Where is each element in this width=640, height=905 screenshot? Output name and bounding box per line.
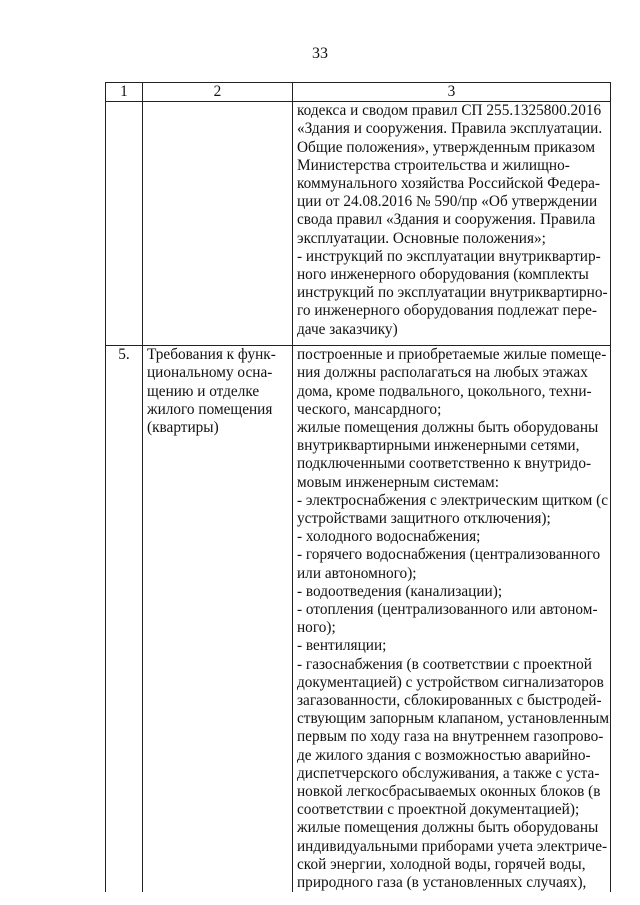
table-row-5	[106, 346, 611, 893]
text-line: кодекса и сводом правил СП 255.1325800.2016	[297, 102, 602, 120]
column-header-3: 3	[293, 83, 611, 102]
text-line: - холодного водоснабжения;	[297, 528, 481, 546]
text-line: Общие положения», утвержденным приказом	[297, 138, 596, 156]
name-line: (квартиры)	[147, 419, 219, 437]
text-line: ствующим запорным клапаном, установленным	[297, 710, 610, 728]
text-line: внутриквартирными инженерными сетями,	[297, 437, 580, 455]
text-line: индивидуальными приборами учета электриче-	[297, 837, 608, 855]
text-line: устройствами защитного отключения);	[297, 510, 551, 528]
text-line: диспетчерского обслуживания, а также с уста-	[297, 764, 600, 782]
text-line: эксплуатации. Основные положения»;	[297, 229, 546, 247]
text-line: дома, кроме подвального, цокольного, техни-	[297, 382, 592, 400]
text-line: жилые помещения должны быть оборудованы	[297, 819, 599, 837]
text-line: Министерства строительства и жилищно-	[297, 156, 570, 174]
text-line: соответствии с проектной документацией);	[297, 801, 580, 819]
text-line: документацией) с устройством сигнализаторов	[297, 673, 604, 691]
name-line: жилого помещения	[147, 400, 273, 418]
text-line: де жилого здания с возможностью аварийно-	[297, 746, 591, 764]
text-line: коммунального хозяйства Российской Федера-	[297, 175, 601, 193]
text-line: даче заказчику)	[297, 320, 398, 338]
name-line: Требования к функ-	[147, 346, 276, 364]
text-line: природного газа (в установленных случаях),	[297, 874, 587, 892]
text-line: ного);	[297, 619, 336, 637]
text-line: жилые помещения должны быть оборудованы	[297, 419, 599, 437]
text-line: - вентиляции;	[297, 637, 387, 655]
text-line: новкой легкосбрасываемых оконных блоков (в	[297, 783, 601, 801]
text-line: загазованности, сблокированных с быстродей-	[297, 692, 602, 710]
text-line: ции от 24.08.2016 № 590/пр «Об утверждении	[297, 193, 598, 211]
text-line: го инженерного оборудования подлежат пере-	[297, 302, 597, 320]
name-line: щению и отделке	[147, 382, 260, 400]
text-line: подключенными соответственно к внутридо-	[297, 455, 592, 473]
text-line: - отопления (централизованного или автоном-	[297, 601, 598, 619]
continuation-text-cell	[293, 102, 611, 346]
text-line: первым по ходу газа на внутреннем газопрово-	[297, 728, 604, 746]
requirement-text-cell	[293, 346, 611, 893]
continuation-number-cell	[106, 102, 143, 346]
text-line: свода правил «Здания и сооружения. Правила	[297, 211, 596, 229]
text-line: - горячего водоснабжения (централизованного	[297, 546, 601, 564]
column-header-1: 1	[106, 83, 143, 102]
text-line: - инструкций по эксплуатации внутриквартир-	[297, 247, 601, 265]
text-line: - водоотведения (канализации);	[297, 582, 503, 600]
text-line: ской энергии, холодной воды, горячей воды,	[297, 855, 586, 873]
column-header-2: 2	[143, 83, 293, 102]
text-line: или автономного);	[297, 564, 417, 582]
text-line: ния должны располагаться на любых этажах	[297, 364, 588, 382]
text-line: «Здания и сооружения. Правила эксплуатации.	[297, 120, 603, 138]
text-line: ного инженерного оборудования (комплекты	[297, 266, 589, 284]
requirements-table	[105, 82, 611, 892]
table-header-row	[106, 83, 611, 102]
table-row-continuation	[106, 102, 611, 346]
page-number: 33	[312, 45, 328, 62]
text-line: инструкций по эксплуатации внутриквартирно-	[297, 284, 608, 302]
continuation-name-cell	[143, 102, 293, 346]
row-number-cell: 5.	[106, 346, 143, 893]
name-line: циональному осна-	[147, 364, 273, 382]
requirement-name-cell	[143, 346, 293, 893]
text-line: - электроснабжения с электрическим щитком (с	[297, 491, 609, 509]
text-line: построенные и приобретаемые жилые помеще-	[297, 346, 607, 364]
text-line: ческого, мансардного;	[297, 400, 442, 418]
text-line: - газоснабжения (в соответствии с проектной	[297, 655, 592, 673]
text-line: мовым инженерным системам:	[297, 473, 499, 491]
